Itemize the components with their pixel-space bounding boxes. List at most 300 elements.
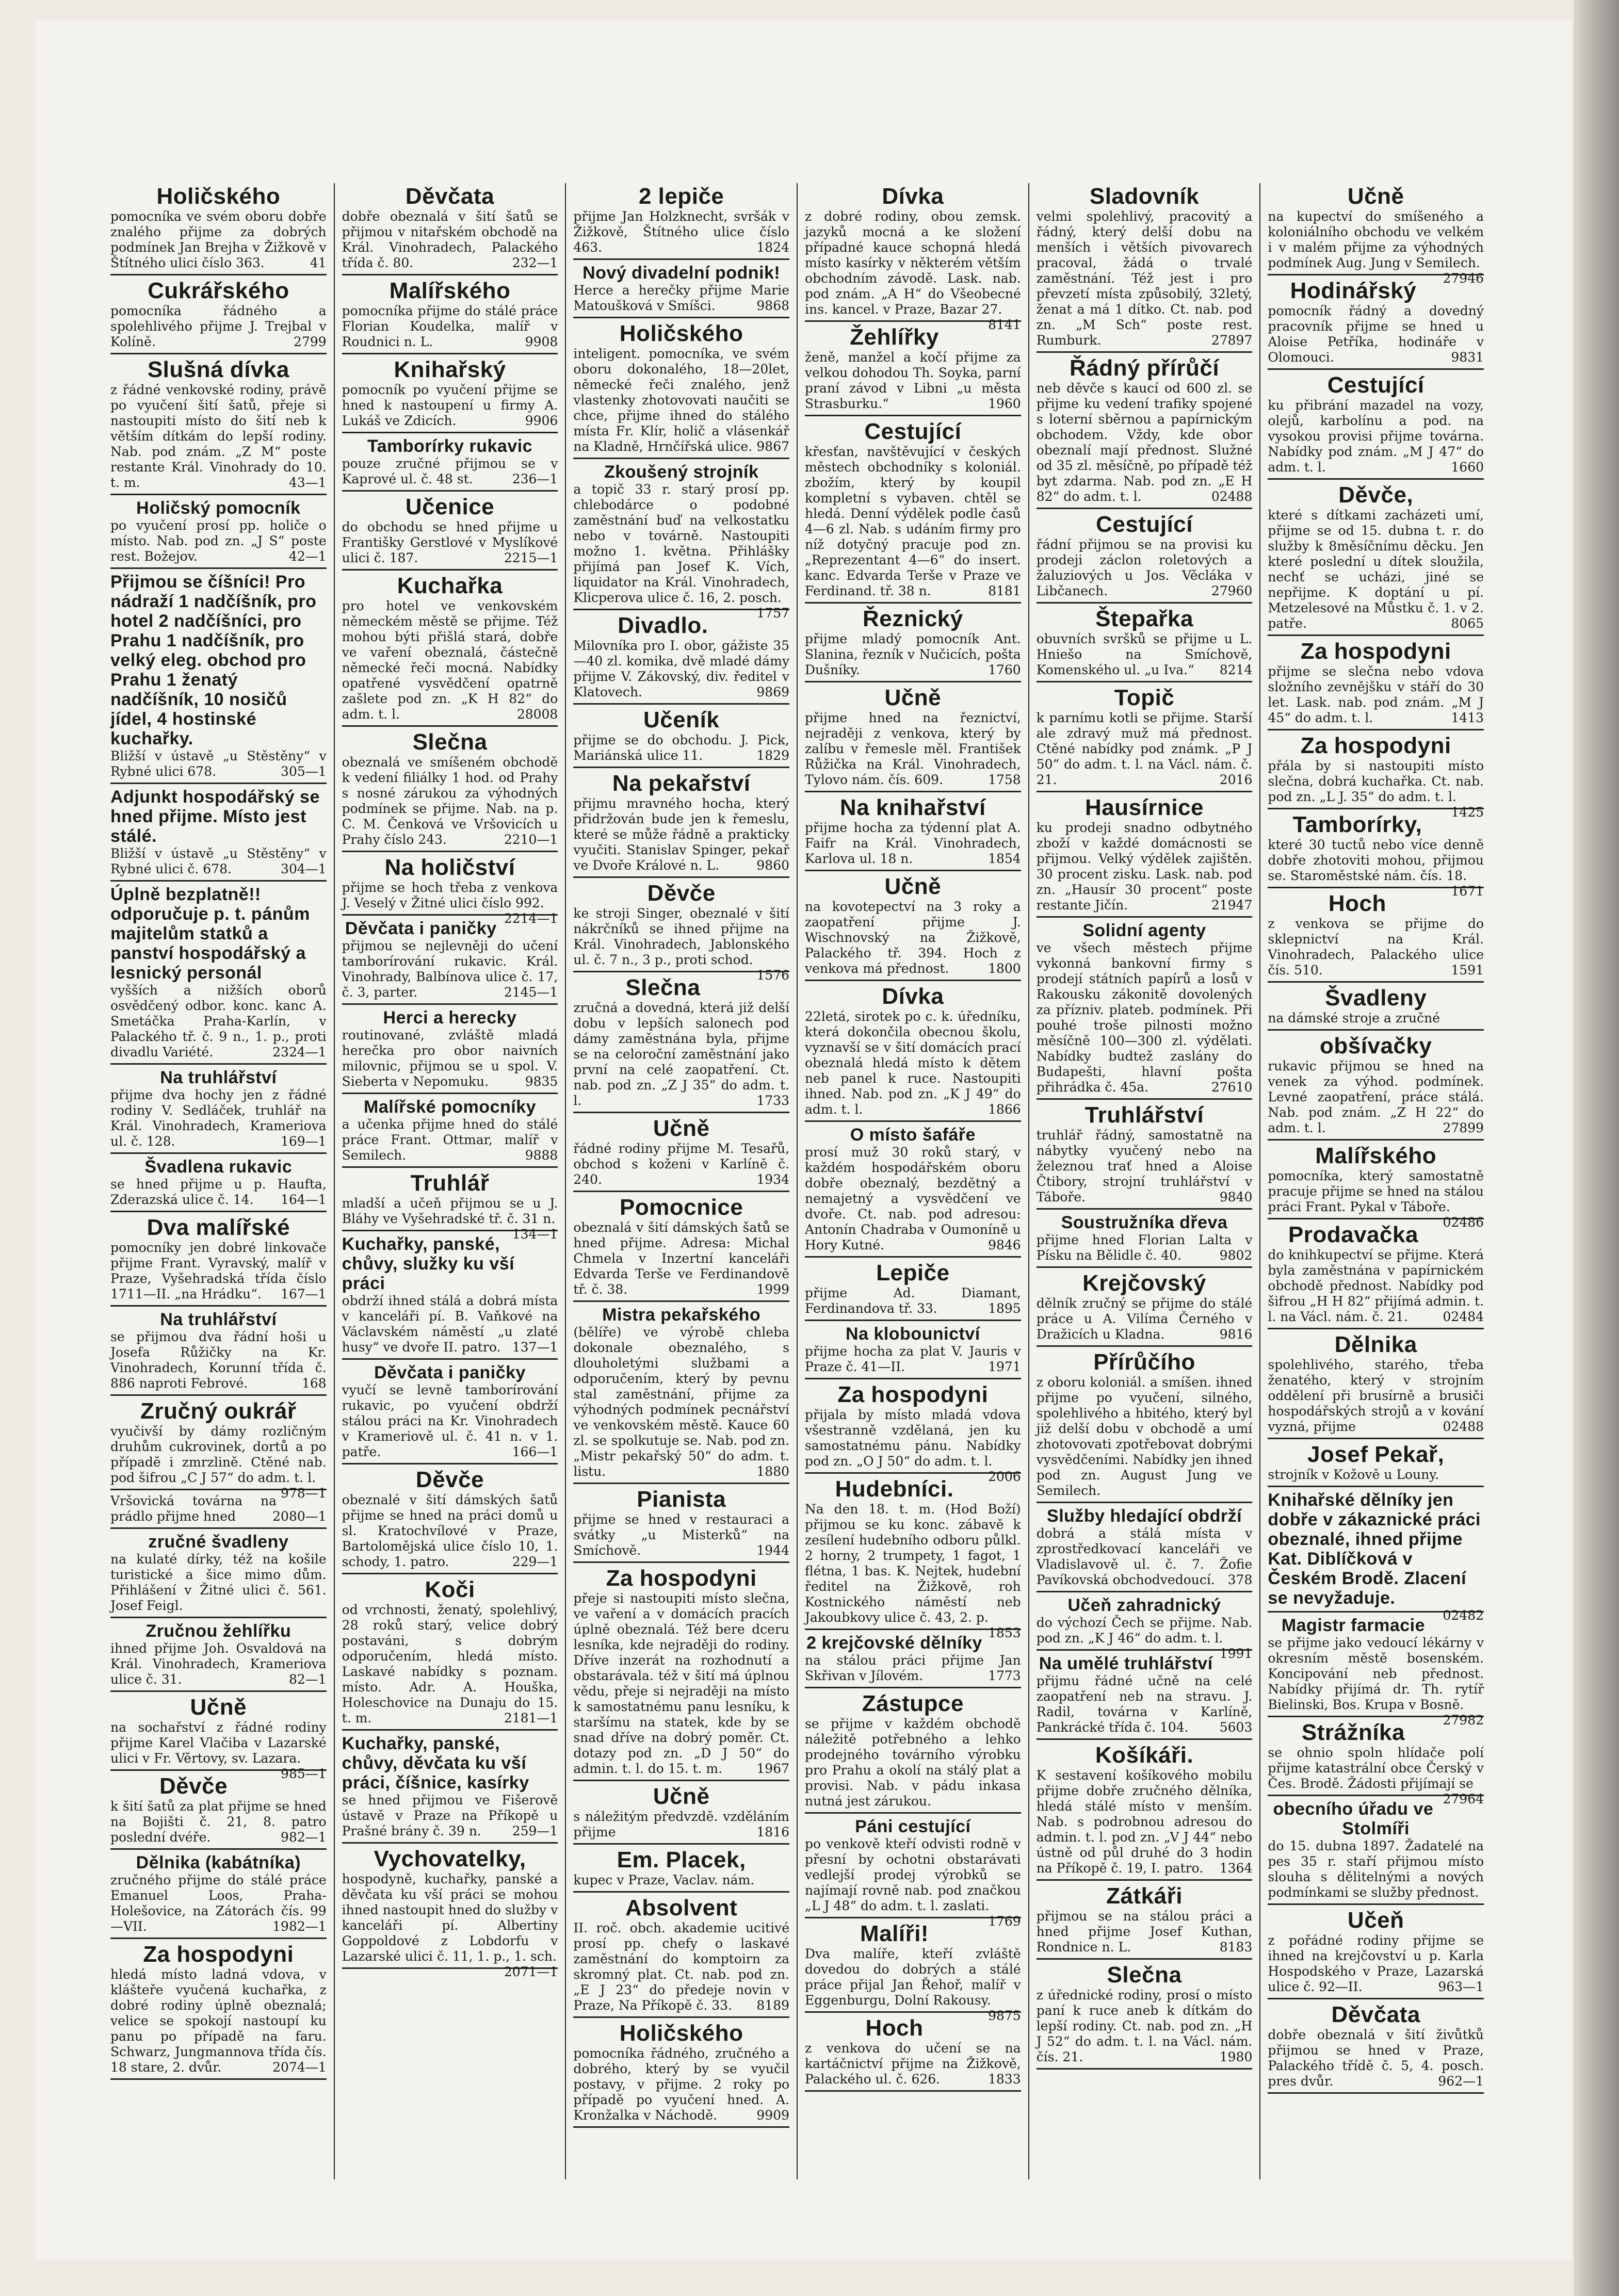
- classified-ad: [1268, 278, 1484, 370]
- classified-ad: [1037, 1962, 1253, 2070]
- ad-heading: Za hospodyni: [606, 1566, 757, 1591]
- ad-number: 28008: [516, 707, 558, 722]
- ad-body: pomocníka, který samostatně pracuje přijme se hned na stálou práci Frant. Pykal v Táboře.: [1268, 1168, 1484, 1214]
- ad-body: přijala by místo mladá vdova všestranně vzdělaná, jen ku samostatnému pánu. Nabídky pod zn. „O J 50“ do adm. t. l.: [805, 1407, 1021, 1469]
- ad-body: do 15. dubna 1897. Žadatelé na pes 35 r. staří přijmou místo slouha s dělitelnými a nových podmínkami se služby přednost.: [1268, 1838, 1484, 1900]
- classified-ad: [110, 356, 327, 495]
- ad-number: 1944: [756, 1543, 790, 1558]
- ad-text: [573, 283, 789, 314]
- classified-ad: [805, 324, 1021, 416]
- ad-text: [1037, 381, 1253, 504]
- ad-text: [1268, 1357, 1484, 1435]
- ad-body: obdrží ihned stálá a dobrá místa v kanceláři pí. B. Vaňkové na Václavském náměstí „u zlaté husy“ ve dvoře II. patro.: [342, 1293, 558, 1355]
- ad-text: [110, 983, 327, 1060]
- ad-number: 8214: [1219, 662, 1253, 677]
- ad-number: 1660: [1451, 460, 1484, 475]
- ad-text: [1268, 508, 1484, 631]
- ad-heading: Na knihařství: [839, 795, 986, 820]
- ad-text: [573, 1000, 789, 1109]
- ad-number: 9835: [525, 1074, 558, 1089]
- ad-heading: Švadleny: [1325, 985, 1427, 1011]
- ad-heading: Divadlo.: [618, 613, 708, 638]
- classified-ad: [110, 1156, 327, 1212]
- ad-text: [805, 1009, 1021, 1117]
- classified-ad: [342, 183, 558, 275]
- ad-number: 21947: [1211, 898, 1253, 913]
- ad-text: [110, 1424, 327, 1501]
- ad-number: 9875: [988, 2008, 1021, 2023]
- ad-text: [342, 755, 558, 848]
- ad-number: 1991: [1219, 1646, 1253, 1661]
- classified-ad: [342, 1846, 558, 1979]
- classified-ad: [1268, 372, 1484, 480]
- classified-ad: [110, 1214, 327, 1307]
- classified-ad: [573, 2020, 789, 2128]
- ad-text: [1037, 1232, 1253, 1263]
- ad-heading: Mistra pekařského: [602, 1305, 761, 1325]
- ad-heading: Josef Pekař,: [1307, 1442, 1445, 1467]
- ad-text: [110, 1329, 327, 1391]
- ad-text: [805, 1407, 1021, 1484]
- classified-ad: [1268, 1489, 1484, 1623]
- classified-ad: [805, 418, 1021, 604]
- ad-heading: Děvče: [647, 881, 716, 906]
- ad-number: 1980: [1219, 2049, 1253, 2064]
- ad-text: [573, 1920, 789, 2013]
- ad-body: od vrchnosti, ženatý, spolehlivý, 28 roků starý, velice dobrý postaváni, s dobrým odporučením, hledá místo. Laskavé nabídky s poznam. místo. Adr. A. Houška, Holeschovice na Dunaju do 15. t. m.: [342, 1602, 558, 1725]
- ad-text: [342, 880, 558, 926]
- ad-number: 2215—1: [504, 550, 558, 565]
- ad-body: Dva malíře, kteří zvláště dovedou do dobrých a stálé práce přijal Jan Řehoř, malíř v Eggenburgu, Dolní Rakousy.: [805, 1946, 1021, 2008]
- classified-ad: [342, 918, 558, 1005]
- ad-body: z oboru koloniál. a smíšen. ihned přijme po vyučení, silného, spolehlivého a hbitého, který byl již delší dobu v obchodě a umí zhotovovati zpotřebovat dobrými vysvědčeními. Nabídky jen ihned pod zn. August Jung ve Semilech.: [1036, 1375, 1253, 1498]
- ad-body: po vyučení prosí pp. holiče o místo. Nab. pod zn. „J S“ poste rest. Božejov.: [110, 518, 327, 564]
- classified-ad: [805, 1260, 1021, 1321]
- ad-number: 982—1: [281, 1830, 327, 1845]
- classified-ad: [805, 685, 1021, 792]
- ad-heading: Nový divadelní podnik!: [582, 263, 781, 283]
- ad-text: [110, 1720, 327, 1781]
- classified-ad: [573, 320, 789, 459]
- column-5: [1028, 183, 1260, 2179]
- ad-number: 1758: [988, 772, 1021, 787]
- ad-heading: Učně: [884, 685, 942, 710]
- ad-text: [573, 2046, 789, 2123]
- ad-text: [1037, 1909, 1253, 1955]
- ad-body: přijme se slečna nebo vdova složního zevnějšku v stáří do 30 let. Lask. nab. pod znám. „M J 45“ do adm. t. l.: [1268, 664, 1484, 725]
- ad-heading: Absolvent: [625, 1895, 738, 1920]
- ad-body: přijme hocha za týdenní plat A. Faifr na Král. Vinohradech, Karlova ul. 18 n.: [805, 820, 1021, 866]
- ad-heading: Pianista: [637, 1487, 726, 1512]
- ad-heading: Cestující: [864, 419, 962, 444]
- ad-body: přijme dva hochy jen z řádné rodiny V. Sedláček, truhlář na Král. Vinohradech, Krameriova ul. č. 128.: [110, 1087, 327, 1149]
- ad-text: [1037, 1988, 1253, 2065]
- ad-heading: 2 lepiče: [638, 184, 724, 209]
- ad-text: [805, 2041, 1021, 2087]
- ad-body: dobře obeznalá v šití živůtků přijmou se hned v Praze, Palackého třídě č. 5, 4. posch. pres dvůr.: [1268, 2027, 1484, 2089]
- classified-ad: [573, 1847, 789, 1893]
- ad-text: [805, 1946, 1021, 2023]
- ad-body: ihned přijme Joh. Osvaldová na Král. Vinohradech, Krameriova ulice č. 31.: [110, 1641, 327, 1687]
- ad-heading: Holičského: [619, 2021, 743, 2046]
- ad-heading: Malířského: [1315, 1143, 1437, 1168]
- classified-ad: [573, 880, 790, 983]
- ad-heading: Hoch: [865, 2015, 924, 2041]
- ad-body: pomocníka řádného a spolehlivého přijme J. Trejbal v Kolíně.: [110, 303, 327, 349]
- ad-heading: obecního úřadu ve Stolmíři: [1273, 1799, 1434, 1838]
- ad-heading: Cestující: [1327, 372, 1424, 398]
- ad-heading: Slečna: [412, 729, 488, 755]
- ad-body: přijmu řádné učně na celé zaopatření neb na stravu. J. Radil, továrna v Karlíně, Pankrácké třída č. 104.: [1036, 1673, 1253, 1735]
- ad-body: obeznalá v šití dámských šatů se hned přijme. Adresa: Michal Chmela v Inzertní kanceláři Edvarda Terše ve Ferdinandově tř. č. 38.: [573, 1220, 790, 1297]
- ad-number: 378: [1227, 1572, 1253, 1587]
- ad-body: ke stroji Singer, obeznalé v šití nákrčníků se ihned přijme na Král. Vinohradech, Jablonského ul. č. 7 n., 3 p., proti schod.: [573, 906, 790, 967]
- ad-number: 134—1: [512, 1227, 558, 1242]
- ad-number: 236—1: [512, 471, 558, 486]
- classified-ad: [1268, 1441, 1484, 1487]
- ad-heading: O místo šafáře: [850, 1125, 976, 1145]
- ad-text: [1268, 916, 1484, 978]
- column-4: [797, 183, 1028, 2179]
- ad-heading: Páni cestující: [855, 1817, 971, 1836]
- ad-body: pomocník po vyučení přijme se hned k nastoupení u firmy A. Lukáš ve Zdicích.: [342, 382, 558, 428]
- ad-body: přijme hned Florian Lalta v Písku na Bělidle č. 40.: [1036, 1232, 1253, 1263]
- classified-ad: [1268, 183, 1484, 286]
- classified-ad: [342, 1733, 558, 1844]
- classified-ad: [573, 1783, 789, 1845]
- ad-heading: Malíři!: [860, 1921, 929, 1946]
- classified-ad: [1268, 1798, 1484, 1905]
- ad-heading: 2 krejčovské dělníky: [806, 1633, 982, 1653]
- ad-body: vyšších a nižších oborů osvědčený odbor. konc. kanc A. Smetáčka Praha-Karlín, v Palackého tř. č. 9 n., 1. p., proti divadlu Variété.: [110, 983, 327, 1060]
- ad-text: [110, 1240, 327, 1302]
- classified-ad: [1037, 920, 1253, 1100]
- classified-ad: [1268, 638, 1484, 730]
- classified-ad: [573, 183, 789, 260]
- ad-body: pouze zručné přijmou se v Kaprové ul. č. 48 st.: [342, 456, 558, 486]
- ad-heading: Malířské pomocníky: [364, 1097, 537, 1117]
- ad-body: ku prodeji snadno odbytného zboží v každé domácnosti se přijmou. Velký výdělek zajištěn. 30 procent zisku. Lask. nab. pod zn. „Hausír 30 procent“ poste restante Jičín.: [1036, 820, 1253, 913]
- ad-number: 02488: [1443, 1419, 1484, 1434]
- ad-text: [110, 209, 327, 271]
- classified-ad: [573, 1486, 789, 1563]
- ad-heading: Strážníka: [1301, 1720, 1405, 1745]
- ad-text: [342, 938, 558, 1000]
- classified-ad: [805, 1920, 1021, 2023]
- ad-text: [805, 1502, 1021, 1640]
- ad-number: 2214—1: [504, 911, 558, 926]
- ad-heading: Solidní agenty: [1082, 921, 1206, 940]
- ad-number: 8189: [756, 1998, 790, 2013]
- classified-ad: [1037, 511, 1253, 604]
- ad-number: 1866: [988, 1102, 1021, 1117]
- ad-text: [1268, 1838, 1484, 1900]
- ad-body: mladší a učeň přijmou se u J. Bláhy ve Vyšehradské tř. č. 31 n.: [342, 1196, 558, 1226]
- ad-number: 1576: [756, 968, 790, 983]
- ad-heading: Soustružníka dřeva: [1061, 1213, 1228, 1232]
- ad-heading: Učeň: [1347, 1908, 1404, 1933]
- ad-number: 1967: [756, 1761, 790, 1776]
- ad-text: [342, 1117, 558, 1163]
- ad-number: 02486: [1443, 1215, 1484, 1230]
- ad-body: se přijmou dva řádní hoši u Josefa Růžičky na Kr. Vinohradech, Korunní třída č. 886 naproti Febrové.: [110, 1329, 327, 1391]
- classified-ad: [110, 1941, 327, 2080]
- classified-ad: [573, 461, 790, 621]
- ad-number: 1671: [1451, 884, 1484, 899]
- ad-text: [1268, 1635, 1484, 1728]
- classified-ad: [805, 183, 1021, 332]
- ad-body: přijme mladý pomocník Ant. Slanina, řezník v Nučicích, pošta Dušníky.: [805, 631, 1021, 677]
- column-2: [334, 183, 565, 2179]
- ad-text: [342, 598, 558, 722]
- classified-ad: [573, 1115, 789, 1192]
- ad-number: 2016: [1219, 772, 1253, 787]
- ad-heading: Přírůčího: [1093, 1349, 1195, 1375]
- ad-heading: Zástupce: [862, 1691, 964, 1716]
- ad-heading: Děvčata: [1331, 2002, 1420, 2027]
- ad-text: [110, 1967, 327, 2075]
- ad-number: 27610: [1211, 1080, 1253, 1095]
- classified-ad: [1268, 1143, 1484, 1230]
- classified-ad: [110, 1620, 327, 1692]
- ad-number: 137—1: [512, 1340, 558, 1355]
- ad-number: 305—1: [281, 764, 327, 779]
- ad-body: se přijme jako vedoucí lékárny v okresním městě bosenském. Koncipování neb přednost. Nabídky přijímá dr. Th. rytíř Bielinski, Bos. Krupa v Bosně.: [1268, 1635, 1484, 1712]
- ad-number: 978—1: [281, 1486, 327, 1501]
- ad-text: [573, 1809, 789, 1840]
- ad-number: 168: [301, 1376, 327, 1391]
- ad-number: 2181—1: [504, 1711, 558, 1725]
- ad-heading: Na truhlářství: [160, 1068, 277, 1087]
- classified-ad: [1268, 1615, 1484, 1728]
- ad-text: [1037, 537, 1253, 599]
- ad-body: ve všech městech přijme vykonná bankovní firmy s prodejí státních papírů a losů v Rakousku zákonitě dovolených za přízniv. plateb. podmínek. Při pouhé troše pilnosti možno měsíčně 100—300 zl. výdělati. Nabídky budtež zaslány do Budapešti, hlavní pošta přihrádka č. 45a.: [1036, 940, 1253, 1095]
- ad-body: přijme se hned v restauraci a svátky „u Misterků“ na Smíchově.: [573, 1512, 790, 1558]
- ad-body: prosí muž 30 roků starý, v každém hospodářském oboru dobře obeznalý, bezdětný a nemajetný a vysvědčení ve dvoře. Ct. nab. pod adresou: Antonín Chadraba v Oumoníně u Hory Kutné.: [805, 1145, 1021, 1252]
- ad-text: [1037, 1673, 1253, 1735]
- ad-number: 27899: [1443, 1120, 1484, 1135]
- ad-heading: Slečna: [625, 975, 701, 1000]
- classified-ad: [1037, 1102, 1253, 1210]
- ad-number: 8065: [1451, 616, 1484, 631]
- ad-number: 1934: [756, 1172, 790, 1187]
- ad-text: [1268, 1168, 1484, 1230]
- classified-ad: [1037, 1653, 1253, 1740]
- ad-body: se přijme v každém obchodě náležitě potřebného a lehko prodejného továrního výrobku pro Prahu a okolí na stálý plat a provisi. Nab. v pádu inkasa nutná jest zárukou.: [805, 1716, 1021, 1809]
- ad-text: [342, 1028, 558, 1089]
- ad-heading: Kuchařky, panské, chůvy, děvčata ku vší práci, číšnice, kasírky: [342, 1734, 529, 1793]
- ad-number: 1591: [1451, 963, 1484, 978]
- ad-body: pomocníka přijme do stálé práce Florian Koudelka, malíř v Roudnici n. L.: [342, 303, 558, 349]
- ad-body: neb děvče s kaucí od 600 zl. se přijme ku vedení trafiky spojené s loterní sběrnou a papírnickým obchodem. Vždy, kde obor obeznalí mají přednost. Služné od 35 zl. měsíčně, po případě též byt zdarma. Nab. pod zn. „E H 82“ do adm. t. l.: [1036, 381, 1253, 504]
- ad-body: strojník v Kožově u Louny.: [1268, 1467, 1439, 1482]
- ad-heading: Holičský pomocník: [136, 498, 301, 518]
- ad-body: Bližší v ústavě „u Stěstěny“ v Rybné ulici 678.: [110, 748, 327, 779]
- ad-body: přijme se hoch třeba z venkova J. Veselý v Žitné ulici číslo 992.: [342, 880, 558, 910]
- ad-heading: Za hospodyni: [1300, 733, 1451, 758]
- classified-ad: [1268, 732, 1484, 820]
- classified-ad: [342, 573, 558, 727]
- ad-body: obeznalá ve smíšeném obchodě k vedení filiálky 1 hod. od Prahy s nosné zárukou za výhodných podmínek se přijme. Nab. na p. C. M. Čenková ve Vršovicích u Prahy číslo 243.: [342, 755, 558, 847]
- ad-heading: Slušná dívka: [147, 357, 289, 382]
- ad-heading: Služby hledající obdrží: [1047, 1506, 1242, 1526]
- ad-heading: Sladovník: [1089, 184, 1200, 209]
- ad-text: [1037, 209, 1253, 348]
- ad-number: 02482: [1443, 1608, 1484, 1623]
- ad-number: 1829: [756, 748, 790, 763]
- ad-text: [1268, 1011, 1484, 1026]
- classified-ad: [110, 1309, 327, 1396]
- ad-heading: Adjunkt hospodářský se hned přijme. Místo jest stálé.: [110, 787, 320, 846]
- classified-ad: [342, 1576, 558, 1731]
- ad-text: [110, 1177, 327, 1208]
- classified-ad: [110, 278, 327, 354]
- ad-number: 1833: [988, 2072, 1021, 2087]
- ad-number: 2799: [294, 334, 327, 349]
- ad-text: [110, 1799, 327, 1845]
- ad-body: dělník zručný se přijme do stálé práce u A. Vilíma Černého v Dražicích u Kladna.: [1036, 1296, 1253, 1342]
- ad-number: 9860: [756, 858, 790, 873]
- ad-number: 8141: [988, 317, 1021, 332]
- ad-text: [805, 899, 1021, 976]
- classified-ad: [1037, 1270, 1253, 1347]
- ad-number: 1760: [988, 662, 1021, 677]
- ad-text: [805, 820, 1021, 867]
- ad-body: do výchozí Čech se přijme. Nab. pod zn. „K J 46“ do adm. t. l.: [1036, 1615, 1253, 1646]
- classified-ad: [1268, 985, 1484, 1031]
- ad-number: 232—1: [512, 255, 558, 270]
- ad-text: [1268, 1933, 1484, 1995]
- classified-ad: [1268, 1331, 1484, 1439]
- ad-heading: Knihařské dělníky jen dobře v zákaznické práci obeznalé, ihned přijme Kat. Diblíčková v Českém Brodě. Zlacení se nevyžaduje.: [1268, 1490, 1481, 1608]
- ad-number: 1824: [756, 240, 790, 255]
- classified-ad: [110, 884, 327, 1065]
- ad-number: 1971: [988, 1359, 1021, 1374]
- ad-text: [1268, 664, 1484, 726]
- ad-body: řádní přijmou se na provisi ku prodeji záclon roletových a žaluziových u Jos. Věcláka v Libčanech.: [1036, 537, 1253, 598]
- ad-body: Na den 18. t. m. (Hod Boží) přijmou se ku konc. zábavě k zesílení hudebního odboru půlkl. 2 horny, 2 trumpety, 1 fagot, 1 flétna, 1 bas. K. Nejtek, hudební ředitel na Žižkově, roh Kostnického náměstí neb Jakoubkovy ulice č. 43, 2. p.: [805, 1502, 1021, 1625]
- classified-ad: [1037, 183, 1253, 353]
- ad-body: přijme se do obchodu. J. Pick, Mariánská ulice 11.: [573, 732, 790, 763]
- ad-heading: Magistr farmacie: [1281, 1616, 1426, 1635]
- ad-heading: Švadlena rukavic: [144, 1157, 293, 1177]
- ad-text: [110, 382, 327, 491]
- ad-number: 1773: [988, 1668, 1021, 1683]
- ad-text: [805, 1285, 1021, 1316]
- ad-text: [573, 638, 789, 700]
- ad-text: [110, 1641, 327, 1687]
- ad-body: se hned přijmou ve Fišerově ústavě v Praze na Příkopě u Prašné brány č. 39 n.: [342, 1793, 558, 1838]
- ad-text: [805, 1145, 1021, 1253]
- ad-text: [342, 1196, 558, 1242]
- classified-ad: [1268, 811, 1484, 899]
- ad-text: [1268, 837, 1484, 899]
- ad-body: spolehlivého, starého, třeba ženatého, který v strojním oddělení při brusírně a brusiči hospodářských strojů a v kování vyzná, přijme: [1268, 1357, 1484, 1434]
- ad-number: 27964: [1443, 1792, 1484, 1806]
- ad-text: [1037, 1768, 1253, 1876]
- ad-body: dobrá a stálá místa v zprostředkovací kanceláři ve Vladislavově ul. č. 7. Žofie Pavíkovská obchodvedoucí.: [1036, 1526, 1253, 1587]
- ad-heading: Učně: [653, 1784, 710, 1809]
- classified-ad: [805, 606, 1021, 682]
- classified-ad: [110, 786, 327, 882]
- ad-body: Herce a herečky přijme Marie Matoušková v Smíšci.: [573, 283, 790, 313]
- ad-heading: Truhlářství: [1084, 1102, 1204, 1128]
- ad-body: přijme hned na řeznictví, nejraději z venkova, který by zalíbu v řemesle měl. František Růžička na Král. Vinohradech, Tylovo nám. čís. 609.: [805, 710, 1021, 787]
- ad-text: [805, 350, 1021, 412]
- classified-ad: [342, 1096, 558, 1168]
- ad-heading: Cukrářského: [148, 278, 289, 303]
- ad-heading: Krejčovský: [1082, 1271, 1206, 1296]
- ad-body: pomocníky jen dobré linkovače přijme Frant. Vyravský, malíř v Praze, Vyšehradská třída číslo 1711—II. „na Hrádku“.: [110, 1240, 327, 1301]
- classified-ad: [573, 612, 789, 705]
- ad-heading: Hausírnice: [1085, 795, 1204, 820]
- ad-number: 2324—1: [272, 1045, 327, 1060]
- ad-number: 9906: [525, 413, 558, 428]
- ad-body: 22letá, sirotek po c. k. úředníku, která dokončila obecnou školu, vyznavší se v šití domácích prací obeznalá hledá místo k dětem neb panel k ruce. Nastoupiti ihned. Nab. pod zn. „K J 49“ do adm. t. l.: [805, 1009, 1021, 1117]
- ad-heading: Dívka: [882, 184, 944, 209]
- ad-number: 42—1: [288, 549, 327, 564]
- ad-body: na sochařství z řádné rodiny přijme Karel Vlačiba v Lazarské ulici v Fr. Věrtovy, sv. Lazara.: [110, 1720, 327, 1766]
- ad-heading: Dělnika (kabátníka): [136, 1853, 301, 1872]
- ad-number: 9868: [756, 298, 790, 313]
- classified-ad: [342, 1170, 558, 1242]
- ad-text: [1268, 209, 1484, 286]
- ad-heading: Na truhlářství: [160, 1310, 277, 1329]
- classified-ad: [573, 1304, 789, 1484]
- ad-text: [342, 209, 558, 271]
- ad-text: [573, 346, 789, 454]
- ad-body: po venkově kteří odvisti rodně v přesní by ochotni obstarávati vedlejší prodej výrobků se najímají rovně nab. pod značkou „L J 48“ do adm. t. l. zaslati.: [805, 1836, 1021, 1913]
- ad-body: z dobré rodiny, obou zemsk. jazyků mocná a ke složení případné kauce schopná hledá místo kasírky v některém větším obchodním závodě. Lask. nab. pod znám. „A H“ do Všeobecné ins. kancel. v Praze, Bazar 27.: [805, 209, 1021, 317]
- ad-number: 1364: [1219, 1861, 1253, 1876]
- classified-ad: [110, 1852, 327, 1939]
- ad-number: 1853: [988, 1625, 1021, 1640]
- ad-heading: Zručnou žehlířku: [145, 1621, 292, 1641]
- ad-number: 27960: [1211, 583, 1253, 598]
- classified-ad: [1268, 2001, 1484, 2094]
- ad-heading: Děvčata: [405, 184, 495, 209]
- ad-body: k šití šatů za plat přijme se hned na Bojišti č. 21, 8. patro poslední dvéře.: [110, 1799, 327, 1845]
- ad-number: 9869: [756, 685, 790, 699]
- classified-ad: [110, 1694, 327, 1781]
- ad-body: na dámské stroje a zručné: [1268, 1011, 1440, 1025]
- ad-heading: Na pekařství: [612, 771, 751, 796]
- ad-number: 9909: [756, 2108, 790, 2123]
- ad-body: z venkova do učení se na kartáčnictví přijme na Žižkově, Palackého ul. č. 626.: [805, 2041, 1021, 2087]
- ad-text: [110, 303, 327, 350]
- ad-text: [805, 1836, 1021, 1929]
- ad-heading: Na holičství: [384, 855, 515, 880]
- ad-heading: Topič: [1114, 685, 1175, 710]
- ad-number: 1960: [988, 396, 1021, 411]
- classified-ad: [573, 770, 789, 878]
- ad-heading: Učeník: [643, 707, 720, 732]
- ad-text: [1037, 1375, 1253, 1499]
- ad-body: přijme Ad. Diamant, Ferdinandova tř. 33.: [805, 1285, 1021, 1316]
- ad-body: ženě, manžel a kočí přijme za velkou dohodou Th. Soyka, parní praní závod v Libni „u města Strasburku.“: [805, 350, 1021, 411]
- classified-ad: [1268, 1222, 1484, 1329]
- ad-heading: Za hospodyni: [837, 1382, 989, 1407]
- ad-text: [1268, 398, 1484, 475]
- ad-text: [342, 303, 558, 350]
- ad-heading: Kuchařka: [397, 573, 503, 598]
- classified-ad: [805, 1476, 1021, 1640]
- ad-text: [573, 482, 790, 621]
- ad-number: 259—1: [512, 1823, 558, 1838]
- ad-heading: Zkoušený strojník: [604, 462, 759, 482]
- ad-heading: Tamborírky,: [1292, 812, 1422, 837]
- classified-ad: [1268, 1907, 1484, 1999]
